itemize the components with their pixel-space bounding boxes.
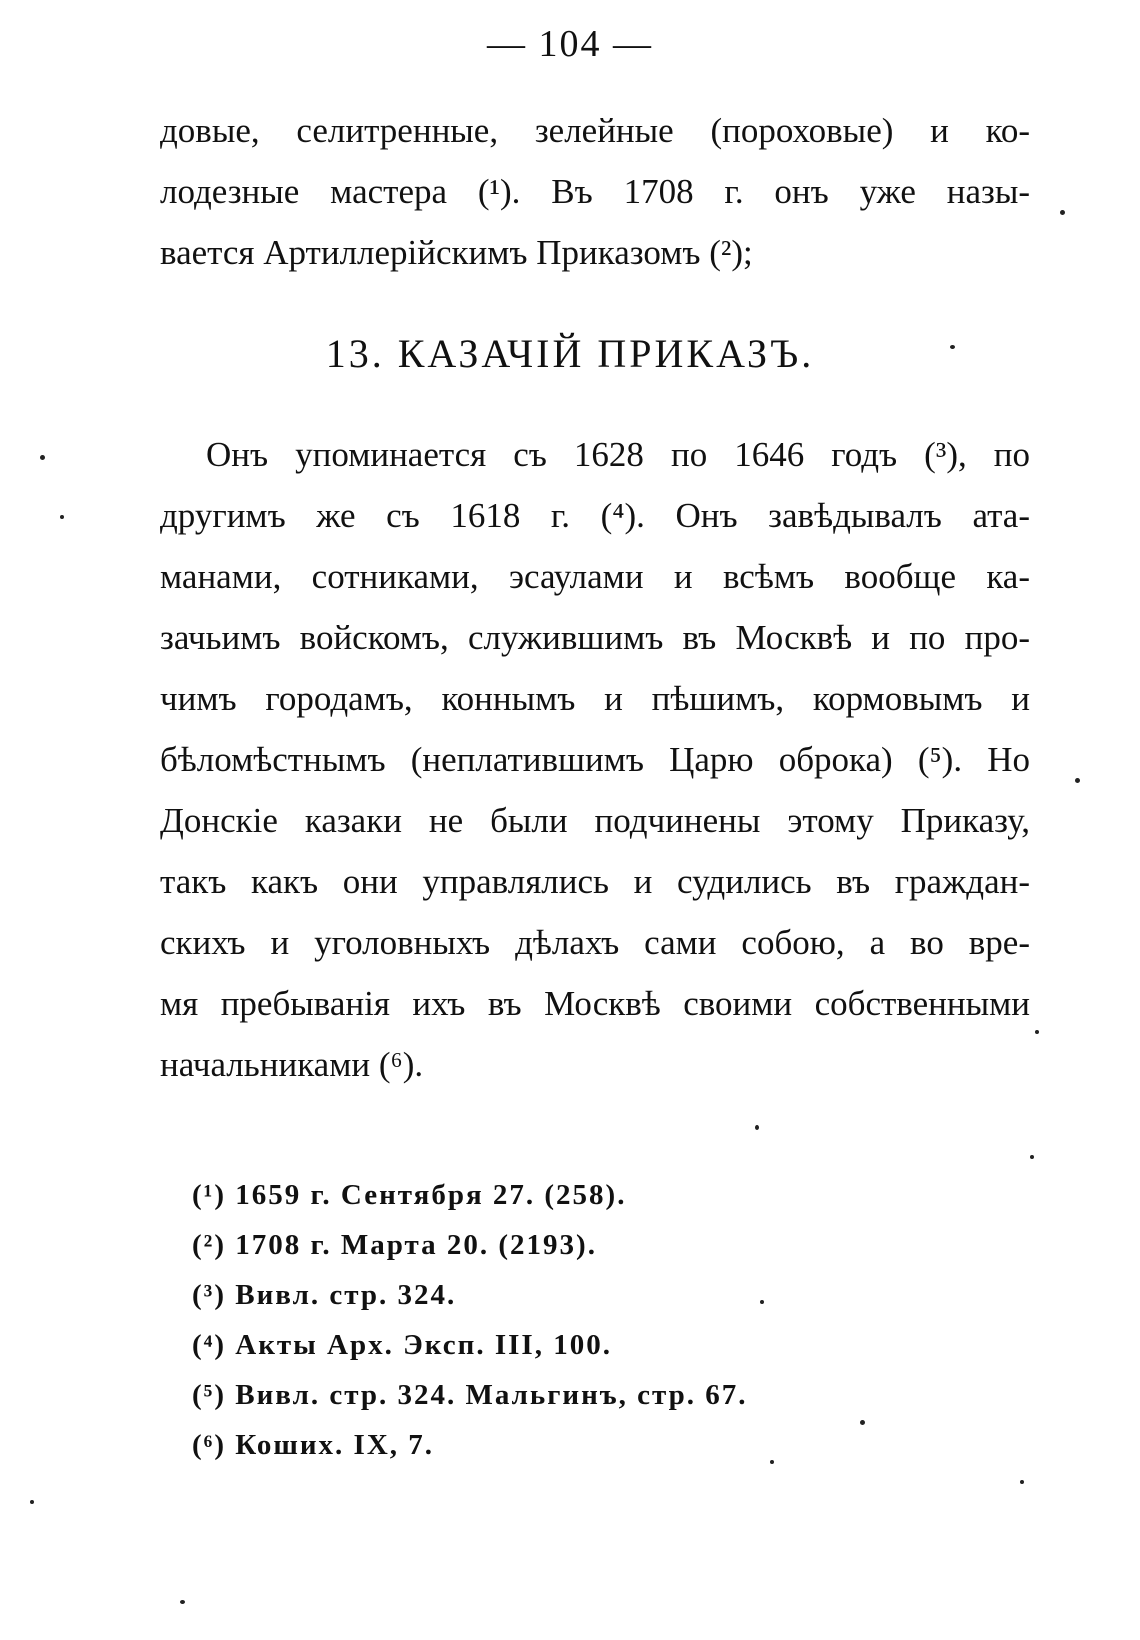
footnote-1: (¹) 1659 г. Сентября 27. (258). <box>192 1179 627 1211</box>
scan-speck <box>755 1125 759 1130</box>
scan-speck <box>40 455 45 460</box>
footnote-3: (³) Вивл. стр. 324. <box>192 1279 457 1311</box>
text-line: скихъ и уголовныхъ дѣлахъ сами собою, а во вре- <box>160 923 1030 962</box>
text-line: мя пребыванія ихъ въ Москвѣ своими собственными <box>160 984 1030 1023</box>
section-heading: 13. КАЗАЧІЙ ПРИКАЗЪ. <box>325 331 815 376</box>
paragraph-cossack-prikaz <box>160 424 1030 1095</box>
text-line: другимъ же съ 1618 г. (⁴). Онъ завѣдывалъ ата- <box>160 496 1030 535</box>
text-line: манами, сотниками, эсаулами и всѣмъ вообще ка- <box>160 557 1030 596</box>
text-line: чимъ городамъ, коннымъ и пѣшимъ, кормовымъ и <box>160 679 1030 718</box>
text-line: бѣломѣстнымъ (неплатившимъ Царю оброка) (⁵). Но <box>160 740 1030 779</box>
scan-speck <box>1020 1480 1024 1484</box>
page-number: — 104 — <box>487 23 653 65</box>
scan-speck <box>180 1600 185 1604</box>
scan-speck <box>950 345 955 349</box>
paragraph-artillery-prikaz <box>160 100 1030 283</box>
scan-speck <box>1075 778 1080 783</box>
text-line: Донскіе казаки не были подчинены этому Приказу, <box>160 801 1030 840</box>
scan-speck <box>30 1500 34 1504</box>
footnote-4: (⁴) Акты Арх. Эксп. III, 100. <box>192 1329 612 1361</box>
scan-speck <box>60 515 64 519</box>
text-line: довые, селитренные, зелейные (пороховые) и ко- <box>160 111 1030 150</box>
text-line: лодезные мастера (¹). Въ 1708 г. онъ уже назы- <box>160 172 1030 211</box>
scan-speck <box>1060 210 1065 215</box>
footnote-5: (⁵) Вивл. стр. 324. Мальгинъ, стр. 67. <box>192 1379 748 1411</box>
text-line: начальниками (⁶). <box>160 1045 424 1084</box>
text-line: Онъ упоминается съ 1628 по 1646 годъ (³), по <box>206 435 1030 474</box>
footnotes <box>192 1170 892 1470</box>
scan-speck <box>760 1300 764 1304</box>
scan-speck <box>1035 1030 1039 1034</box>
footnote-2: (²) 1708 г. Марта 20. (2193). <box>192 1229 597 1261</box>
text-line: такъ какъ они управлялись и судились въ граждан- <box>160 862 1030 901</box>
scan-speck <box>770 1460 774 1464</box>
text-line: вается Артиллерійскимъ Приказомъ (²); <box>160 233 753 272</box>
text-line: зачьимъ войскомъ, служившимъ въ Москвѣ и по про- <box>160 618 1030 657</box>
scan-speck <box>1030 1155 1034 1159</box>
footnote-6: (⁶) Коших. IX, 7. <box>192 1429 435 1461</box>
scan-speck <box>860 1420 865 1425</box>
